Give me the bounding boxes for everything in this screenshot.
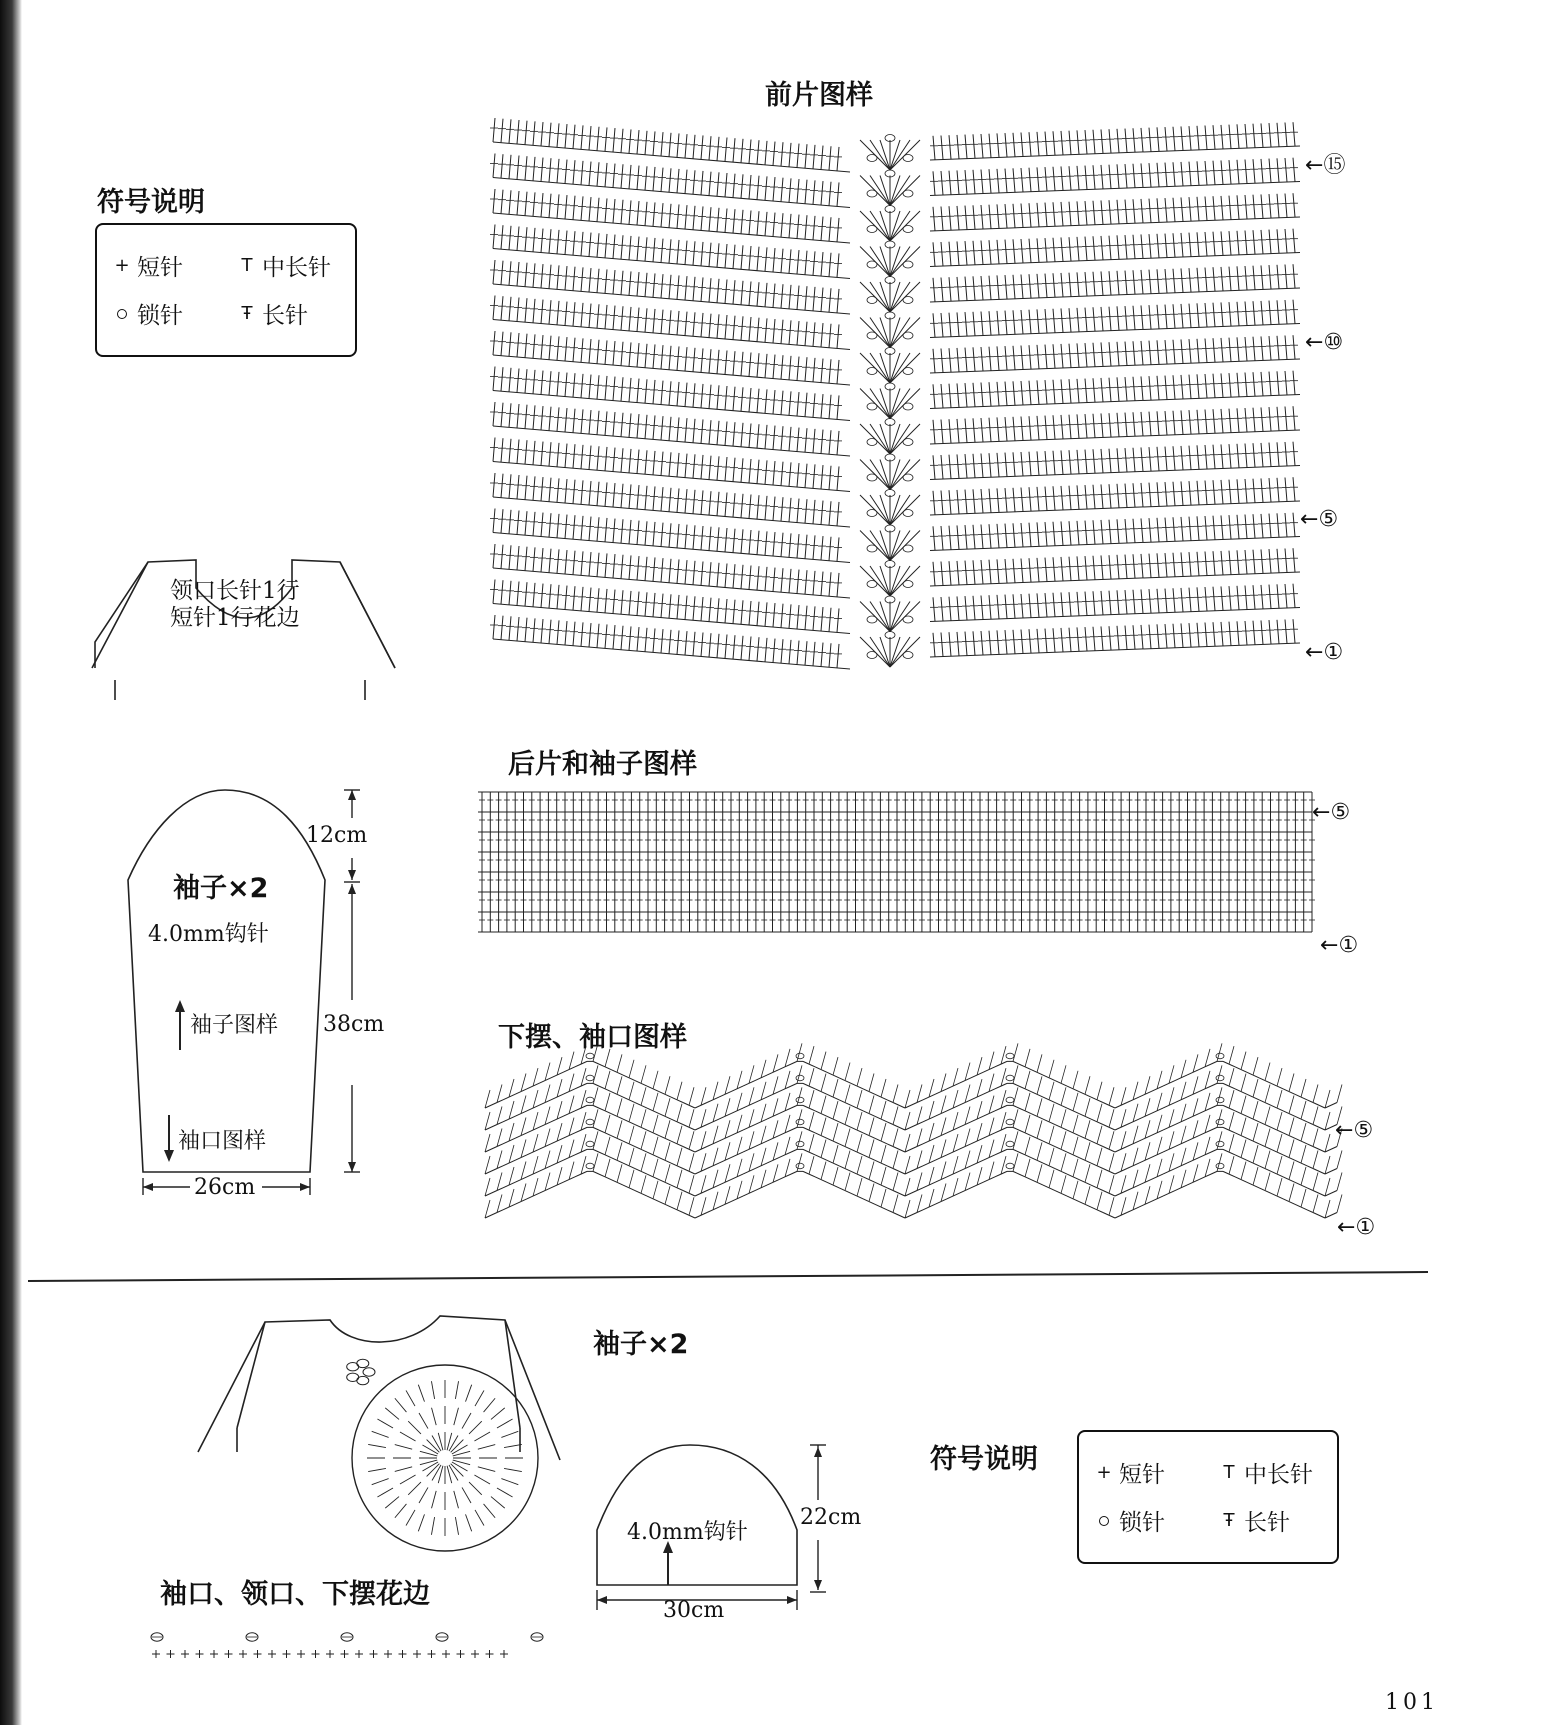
hem-cuff-pattern-title: 下摆、袖口图样 xyxy=(498,1022,687,1053)
sleeve-bottom-dim-height: 22cm xyxy=(800,1505,862,1530)
sleeve-top-hook: 4.0mm钩针 xyxy=(148,922,269,947)
back-row-marker-5: ←⑤ xyxy=(1312,800,1351,825)
legend-top-title: 符号说明 xyxy=(97,187,205,218)
chain-stitch-icon xyxy=(107,303,137,324)
edging-chart xyxy=(151,1633,543,1658)
hem-row-marker-1: ←① xyxy=(1337,1215,1376,1240)
hem-row-marker-5: ←⑤ xyxy=(1335,1118,1374,1143)
sleeve-top-pattern-label: 袖子图样 xyxy=(190,1013,279,1038)
legend-bottom-title: 符号说明 xyxy=(930,1444,1038,1475)
half-double-crochet-icon: T xyxy=(241,255,253,276)
legend-bottom-item-ch: 锁针 xyxy=(1089,1504,1165,1537)
legend-bottom-box xyxy=(1077,1430,1339,1564)
sleeve-top-dim-length: 38cm xyxy=(323,1012,385,1037)
sleeve-bottom-hook: 4.0mm钩针 xyxy=(627,1520,748,1545)
sleeve-bottom-dim-width: 30cm xyxy=(663,1598,725,1623)
chain-stitch-icon xyxy=(1089,1510,1119,1531)
legend-top-box xyxy=(95,223,357,357)
legend-top-item-dc: Ŧ 长针 xyxy=(232,297,308,330)
half-double-crochet-icon: T xyxy=(1223,1462,1235,1483)
single-crochet-icon: + xyxy=(1096,1462,1112,1483)
single-crochet-icon: + xyxy=(114,255,130,276)
round-motif xyxy=(347,1359,538,1551)
sleeve-top-title: 袖子×2 xyxy=(173,873,269,904)
legend-top-item-hdc: T 中长针 xyxy=(232,249,331,282)
section-divider xyxy=(28,1272,1428,1281)
front-pattern-title: 前片图样 xyxy=(765,80,873,111)
sleeve-bottom-title: 袖子×2 xyxy=(593,1329,689,1360)
sleeve-top-cuff-label: 袖口图样 xyxy=(178,1129,267,1154)
neckline-note: 领口长针1行 短针1行花边 xyxy=(170,578,300,631)
front-row-marker-5: ←⑤ xyxy=(1300,507,1339,532)
back-row-marker-1: ←① xyxy=(1320,933,1359,958)
sleeve-top-dim-cap: 12cm xyxy=(306,823,368,848)
back-sleeve-pattern-title: 后片和袖子图样 xyxy=(508,749,697,780)
front-row-marker-1: ←① xyxy=(1305,640,1344,665)
double-crochet-icon: Ŧ xyxy=(241,303,253,324)
legend-top-item-ch: 锁针 xyxy=(107,297,183,330)
back-sleeve-pattern-chart xyxy=(478,792,1315,932)
edging-title: 袖口、领口、下摆花边 xyxy=(160,1579,430,1610)
front-row-marker-10: ←⑩ xyxy=(1305,330,1344,355)
legend-top-item-sc: + 短针 xyxy=(107,249,183,282)
sleeve-top-dim-width: 26cm xyxy=(194,1175,256,1200)
front-pattern-chart xyxy=(490,118,1300,669)
hem-cuff-pattern-chart xyxy=(485,1043,1342,1218)
page-number: 101 xyxy=(1385,1690,1439,1715)
legend-bottom-item-dc: Ŧ 长针 xyxy=(1214,1504,1290,1537)
double-crochet-icon: Ŧ xyxy=(1223,1510,1235,1531)
front-row-marker-15: ←⑮ xyxy=(1305,153,1346,178)
legend-bottom-item-sc: + 短针 xyxy=(1089,1456,1165,1489)
legend-bottom-item-hdc: T 中长针 xyxy=(1214,1456,1313,1489)
